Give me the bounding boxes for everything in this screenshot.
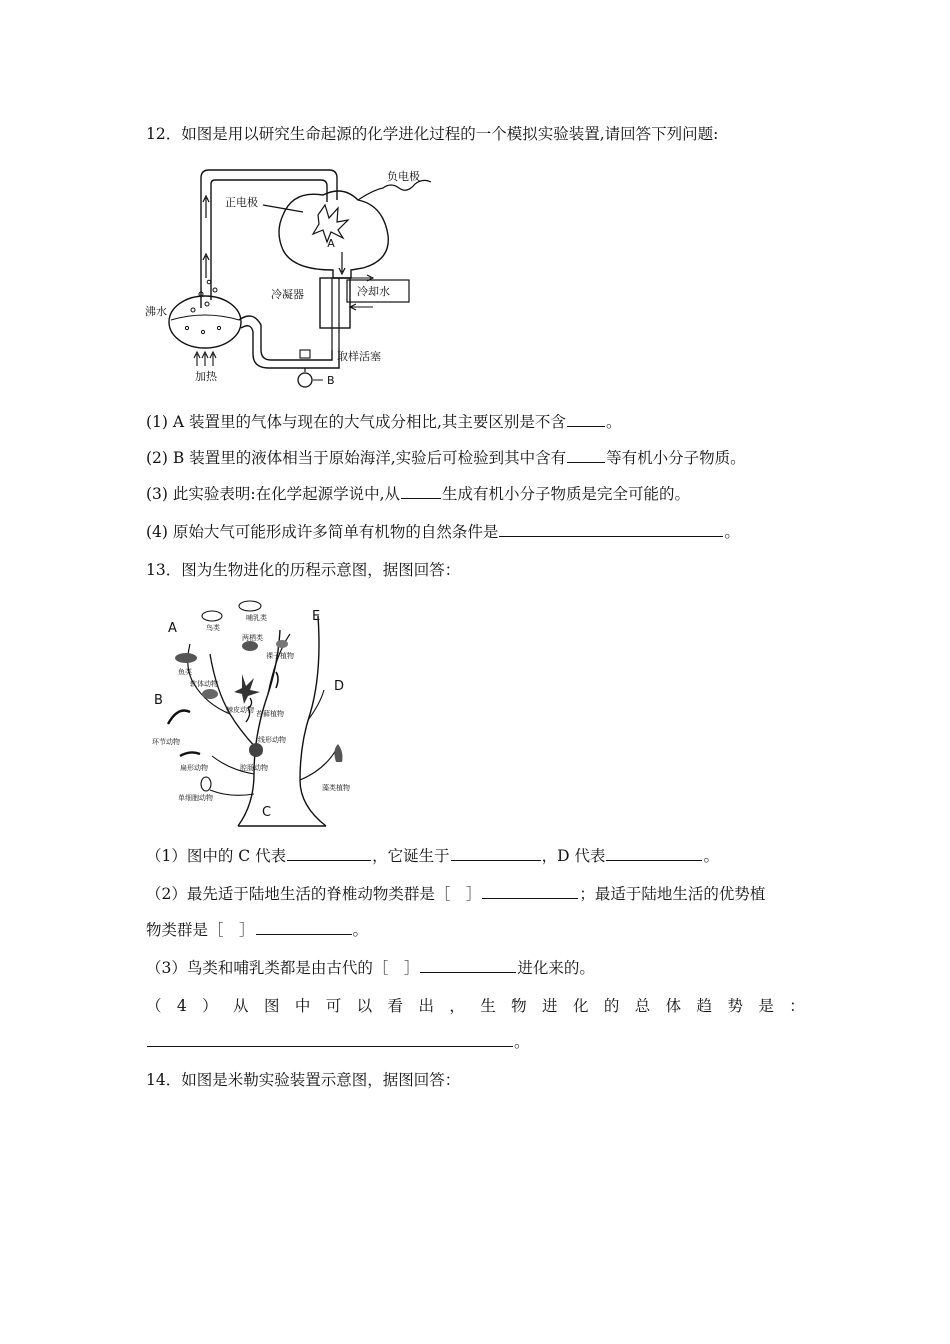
q12-p4-end: 。	[724, 523, 740, 541]
q13-part1	[146, 846, 719, 866]
miller-apparatus-figure	[143, 160, 433, 390]
fig13-label-d: D	[334, 679, 345, 694]
q12-p2-text: (2) B 装置里的液体相当于原始海洋,实验后可检验到其中含有	[146, 449, 567, 467]
q13-stem: 13．图为生物进化的历程示意图，据图回答：	[146, 561, 461, 579]
q12-part2	[146, 448, 746, 468]
q12-p2-blank[interactable]	[567, 448, 605, 463]
fig13-annelids: 环节动物	[152, 738, 180, 746]
q12-p3-text: (3) 此实验表明:在化学起源学说中,从	[146, 485, 401, 503]
fig12-label-a: A	[327, 237, 335, 250]
q13-part4: （4）从图中可以看出，生物进化的总体趋势是：	[146, 997, 821, 1015]
q13-p2-end: 。	[352, 921, 369, 939]
q13-p1-blank3[interactable]	[606, 846, 702, 861]
q13-p3-blank[interactable]	[420, 958, 516, 973]
q13-p1-b: ，它诞生于	[372, 847, 450, 865]
fig13-protozoa: 单细胞动物	[178, 794, 213, 802]
fig13-label-c: C	[262, 805, 272, 820]
q13-p1-blank1[interactable]	[287, 846, 371, 861]
q12-p1-text: (1) A 装置里的气体与现在的大气成分相比,其主要区别是不含	[146, 413, 566, 431]
q13-p1-end: 。	[703, 847, 719, 865]
fig12-sampling-valve: 取样活塞	[337, 350, 381, 363]
fig12-label-b: B	[327, 374, 335, 387]
q12-p1-end: 。	[605, 413, 622, 431]
fig13-coelenterates: 腔肠动物	[240, 764, 268, 772]
q12-p3-end: 生成有机小分子物质是完全可能的。	[442, 485, 691, 503]
fig13-mammals: 哺乳类	[246, 614, 267, 622]
q13-p2-b: ；最适于陆地生活的优势植	[579, 885, 766, 903]
q12-part1	[146, 412, 621, 432]
q12-p4-blank[interactable]	[499, 522, 723, 537]
fig13-flatworms: 扁形动物	[180, 764, 208, 772]
fig12-neg-electrode: 负电极	[387, 170, 420, 183]
q13-p2-blank2[interactable]	[256, 920, 352, 935]
q13-p4-blank[interactable]	[147, 1032, 513, 1047]
fig13-echinoderms: 棘皮动物	[226, 706, 254, 714]
fig13-fish: 鱼类	[178, 668, 192, 676]
q13-p2-blank1[interactable]	[482, 884, 578, 899]
q13-p3-b: 进化来的。	[517, 959, 595, 977]
q13-part3	[146, 958, 595, 978]
fig13-mosses: 苔藓植物	[256, 710, 284, 718]
q12-part4	[146, 522, 740, 542]
q14-stem: 14．如图是米勒实验装置示意图，据图回答：	[146, 1071, 461, 1089]
q13-p1-c: ，D 代表	[541, 847, 606, 865]
fig12-condenser: 冷凝器	[271, 288, 304, 301]
fig13-label-b: B	[154, 693, 163, 708]
q13-p2-a: （2）最先适于陆地生活的脊椎动物类群是［ ］	[146, 885, 482, 903]
evolution-tree-figure	[150, 594, 370, 830]
q13-p4-end: 。	[514, 1033, 530, 1051]
q13-part2-line2	[146, 920, 368, 940]
fig13-gymnosperms: 裸子植物	[266, 652, 294, 660]
fig13-algae: 藻类植物	[322, 784, 350, 792]
fig12-heating: 加热	[195, 370, 217, 383]
fig12-cooling-water: 冷却水	[357, 285, 390, 298]
q12-p3-blank[interactable]	[401, 484, 441, 499]
q13-part4-answer	[146, 1032, 530, 1052]
q12-p4-text: (4) 原始大气可能形成许多简单有机物的自然条件是	[146, 523, 499, 541]
fig12-pos-electrode: 正电极	[225, 196, 258, 209]
q12-p2-end: 等有机小分子物质。	[606, 449, 746, 467]
q13-p1-a: （1）图中的 C 代表	[146, 847, 287, 865]
fig13-mollusks: 软体动物	[190, 680, 218, 688]
q12-p1-blank[interactable]	[567, 412, 605, 427]
fig13-birds: 鸟类	[206, 624, 220, 632]
q13-part2-line1	[146, 884, 765, 904]
fig13-nematodes: 线形动物	[258, 736, 286, 744]
fig12-boiling-water: 沸水	[145, 305, 167, 318]
fig13-label-e: E	[312, 609, 321, 624]
fig13-amphibians: 两栖类	[242, 634, 263, 642]
q13-p2-c: 物类群是［ ］	[146, 921, 255, 939]
q13-p1-blank2[interactable]	[451, 846, 541, 861]
fig13-label-a: A	[168, 621, 177, 636]
q12-part3	[146, 484, 690, 504]
q12-stem: 12．如图是用以研究生命起源的化学进化过程的一个模拟实验装置,请回答下列问题:	[146, 125, 719, 143]
q13-p3-a: （3）鸟类和哺乳类都是由古代的［ ］	[146, 959, 420, 977]
